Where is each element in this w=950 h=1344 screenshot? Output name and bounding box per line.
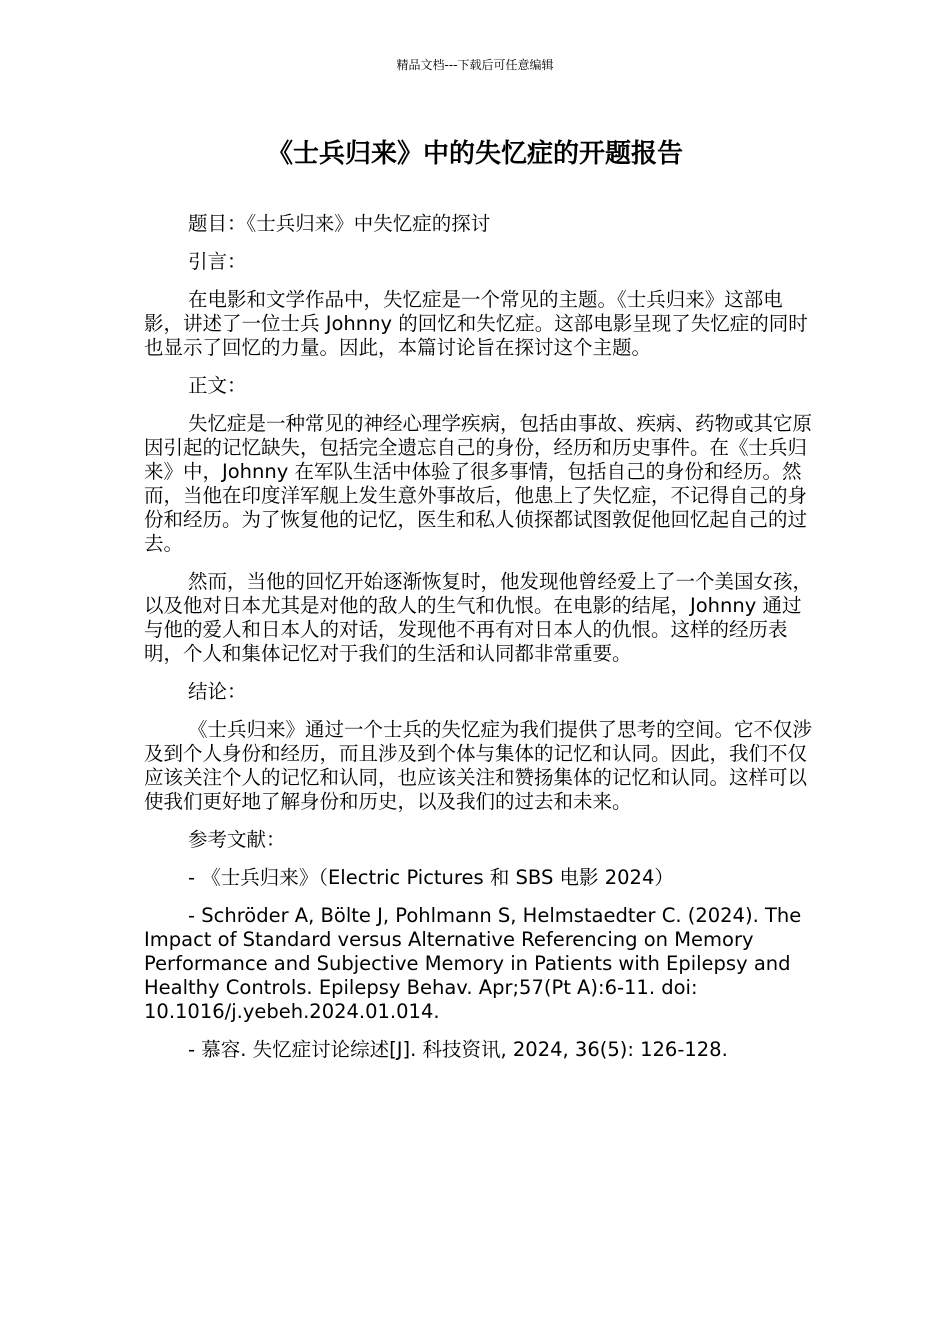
reference-item-2: - Schröder A, Bölte J, Pohlmann S, Helmstaedter C. (2024). The Impact of Standard versus Alternative Referencing on Memory Performance and Subjective Memory in Patients with Epilepsy and Healthy Controls. Epilepsy Behav. Apr;57(Pt A):6-11. doi: 10.1016/j.yebeh.2024.01.014. bbox=[144, 904, 802, 1023]
body-heading: 正文： bbox=[188, 374, 247, 397]
reference-item-1: - 《士兵归来》（Electric Pictures 和 SBS 电影 2024） bbox=[188, 866, 674, 889]
body-paragraph-2: 然而，当他的回忆开始逐渐恢复时，他发现他曾经爱上了一个美国女孩，以及他对日本尤其是对他的敌人的生气和仇恨。在电影的结尾，Johnny 通过与他的爱人和日本人的对话，发现他不再有对日本人的仇恨。这样的经历表明，个人和集体记忆对于我们的生活和认同都非常重要。 bbox=[144, 570, 813, 665]
intro-paragraph: 在电影和文学作品中，失忆症是一个常见的主题。《士兵归来》这部电影，讲述了一位士兵 Johnny 的回忆和失忆症。这部电影呈现了失忆症的同时也显示了回忆的力量。因此，本篇讨论旨在探讨这个主题。 bbox=[144, 288, 808, 359]
conclusion-paragraph: 《士兵归来》通过一个士兵的失忆症为我们提供了思考的空间。它不仅涉及到个人身份和经历，而且涉及到个体与集体的记忆和认同。因此，我们不仅应该关注个人的记忆和认同，也应该关注和赞扬集体的记忆和认同。这样可以使我们更好地了解身份和历史，以及我们的过去和未来。 bbox=[144, 718, 813, 813]
document-body bbox=[144, 212, 812, 1076]
body-paragraph-1: 失忆症是一种常见的神经心理学疾病，包括由事故、疾病、药物或其它原因引起的记忆缺失，包括完全遗忘自己的身份，经历和历史事件。在《士兵归来》中，Johnny 在军队生活中体验了很多事情，包括自己的身份和经历。然而，当他在印度洋军舰上发生意外事故后，他患上了失忆症，不记得自己的身份和经历。为了恢复他的记忆，医生和私人侦探都试图敦促他回忆起自己的过去。 bbox=[144, 412, 813, 555]
page-header: 精品文档---下载后可任意编辑 bbox=[396, 58, 554, 72]
references-heading: 参考文献： bbox=[188, 828, 286, 851]
document-title: 《士兵归来》中的失忆症的开题报告 bbox=[266, 139, 683, 169]
intro-heading: 引言： bbox=[188, 250, 247, 273]
topic-line: 题目：《士兵归来》中失忆症的探讨 bbox=[188, 212, 491, 235]
reference-item-3: - 慕容. 失忆症讨论综述[J]. 科技资讯, 2024, 36(5): 126-128. bbox=[188, 1038, 728, 1061]
conclusion-heading: 结论： bbox=[188, 680, 247, 703]
